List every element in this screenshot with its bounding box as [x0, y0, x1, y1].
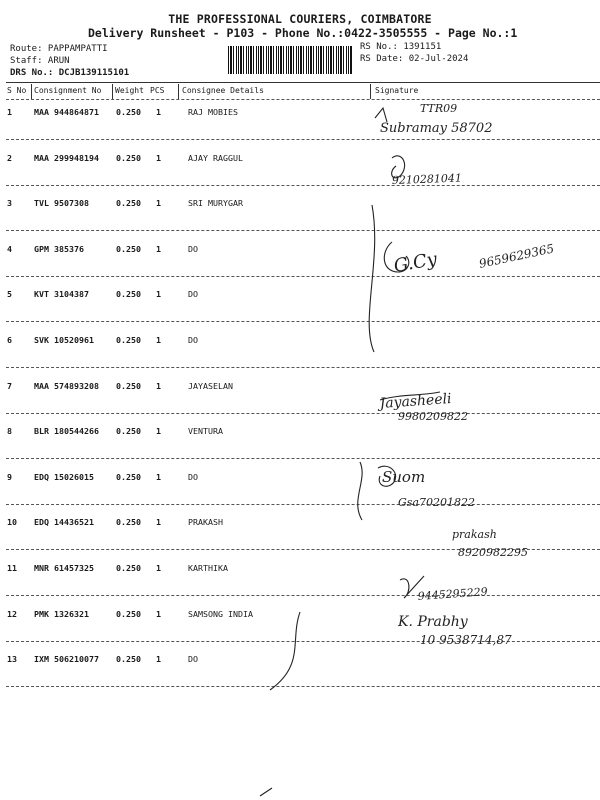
row-pcs: 1: [156, 426, 161, 436]
row-consignee: JAYASELAN: [188, 381, 233, 391]
brace-stroke: [358, 462, 362, 520]
row-pcs: 1: [156, 472, 161, 482]
hand-phone-12: 10 9538714,87: [420, 633, 512, 647]
row-consignment-no: MAA 574893208: [34, 381, 99, 391]
row-consignee: VENTURA: [188, 426, 223, 436]
row-consignment-no: EDQ 15026015: [34, 472, 94, 482]
row-sno: 12: [7, 609, 17, 619]
row-weight: 0.250: [116, 609, 141, 619]
row-sno: 9: [7, 472, 12, 482]
row-consignment-no: GPM 385376: [34, 244, 84, 254]
row-consignee: AJAY RAGGUL: [188, 153, 243, 163]
row-weight: 0.250: [116, 153, 141, 163]
signature-stroke: [375, 108, 387, 122]
row-weight: 0.250: [116, 426, 141, 436]
brace-stroke: [270, 612, 300, 690]
col-header-signature: Signature: [375, 86, 419, 95]
rs-number: RS No.: 1391151: [360, 42, 442, 52]
row-consignee: RAJ MOBIES: [188, 107, 238, 117]
row-consignee: DO: [188, 244, 198, 254]
row-weight: 0.250: [116, 472, 141, 482]
row-consignment-no: BLR 180544266: [34, 426, 99, 436]
rs-date: RS Date: 02-Jul-2024: [360, 54, 469, 64]
row-sno: 3: [7, 198, 12, 208]
col-header-consignment: Consignment No: [34, 86, 102, 95]
row-consignment-no: SVK 10520961: [34, 335, 94, 345]
hand-signature-10: prakash: [452, 528, 497, 541]
runsheet-subtitle: Delivery Runsheet - P103 - Phone No.:0422-3505555 - Page No.:1: [88, 26, 518, 40]
row-consignee: SRI MURYGAR: [188, 198, 243, 208]
row-pcs: 1: [156, 289, 161, 299]
row-pcs: 1: [156, 153, 161, 163]
row-consignee: PRAKASH: [188, 517, 223, 527]
col-header-pcs: PCS: [150, 86, 165, 95]
row-pcs: 1: [156, 609, 161, 619]
row-sno: 5: [7, 289, 12, 299]
hand-signature-7: Jayasheeli: [379, 391, 453, 412]
hand-phone-9: Gsa70201822: [398, 496, 475, 509]
row-consignment-no: KVT 3104387: [34, 289, 89, 299]
hand-phone-2: 9210281041: [391, 171, 463, 187]
row-consignment-no: PMK 1326321: [34, 609, 89, 619]
row-weight: 0.250: [116, 654, 141, 664]
row-consignee: KARTHIKA: [188, 563, 228, 573]
row-sno: 13: [7, 654, 17, 664]
row-sno: 7: [7, 381, 12, 391]
row-consignment-no: TVL 9507308: [34, 198, 89, 208]
row-sno: 8: [7, 426, 12, 436]
col-header-consignee: Consignee Details: [182, 86, 264, 95]
row-weight: 0.250: [116, 381, 141, 391]
hand-phone-4: 9659629365: [477, 241, 556, 271]
row-sno: 2: [7, 153, 12, 163]
company-title: THE PROFESSIONAL COURIERS, COIMBATORE: [168, 12, 432, 26]
row-weight: 0.250: [116, 335, 141, 345]
row-sno: 6: [7, 335, 12, 345]
row-consignee: SAMSONG INDIA: [188, 609, 253, 619]
row-weight: 0.250: [116, 107, 141, 117]
row-weight: 0.250: [116, 244, 141, 254]
staff-label: Staff: ARUN: [10, 56, 70, 66]
drs-number: DRS No.: DCJB139115101: [10, 68, 130, 78]
row-sno: 10: [7, 517, 17, 527]
row-pcs: 1: [156, 244, 161, 254]
row-pcs: 1: [156, 107, 161, 117]
row-pcs: 1: [156, 381, 161, 391]
row-weight: 0.250: [116, 517, 141, 527]
col-header-weight: Weight: [115, 86, 144, 95]
row-weight: 0.250: [116, 563, 141, 573]
hand-signature-9: Suom: [382, 468, 426, 486]
row-consignment-no: MAA 944864871: [34, 107, 99, 117]
row-consignment-no: IXM 506210077: [34, 654, 99, 664]
row-weight: 0.250: [116, 289, 141, 299]
brace-stroke: [369, 205, 375, 352]
hand-phone-10: 8920982295: [458, 546, 528, 559]
row-consignment-no: EDQ 14436521: [34, 517, 94, 527]
page-mark: [260, 788, 272, 796]
hand-signature-12: K. Prabhy: [398, 614, 468, 630]
row-sno: 4: [7, 244, 12, 254]
row-weight: 0.250: [116, 198, 141, 208]
hand-signature-4: G.Cy: [392, 248, 439, 277]
hand-phone-11: 9445295229: [417, 585, 489, 603]
row-consignee: DO: [188, 289, 198, 299]
row-sno: 1: [7, 107, 12, 117]
row-sno: 11: [7, 563, 17, 573]
row-pcs: 1: [156, 563, 161, 573]
col-header-sno: S No: [7, 86, 27, 95]
row-consignee: DO: [188, 472, 198, 482]
row-consignee: DO: [188, 335, 198, 345]
row-consignment-no: MNR 61457325: [34, 563, 94, 573]
hand-signature-1: Subramay 58702: [380, 121, 493, 136]
row-pcs: 1: [156, 335, 161, 345]
hand-note-1a: TTR09: [420, 102, 458, 115]
route-label: Route: PAPPAMPATTI: [10, 44, 108, 54]
row-pcs: 1: [156, 517, 161, 527]
hand-phone-7: 9980209822: [398, 410, 468, 423]
row-pcs: 1: [156, 654, 161, 664]
row-consignment-no: MAA 299948194: [34, 153, 99, 163]
row-consignee: DO: [188, 654, 198, 664]
row-pcs: 1: [156, 198, 161, 208]
